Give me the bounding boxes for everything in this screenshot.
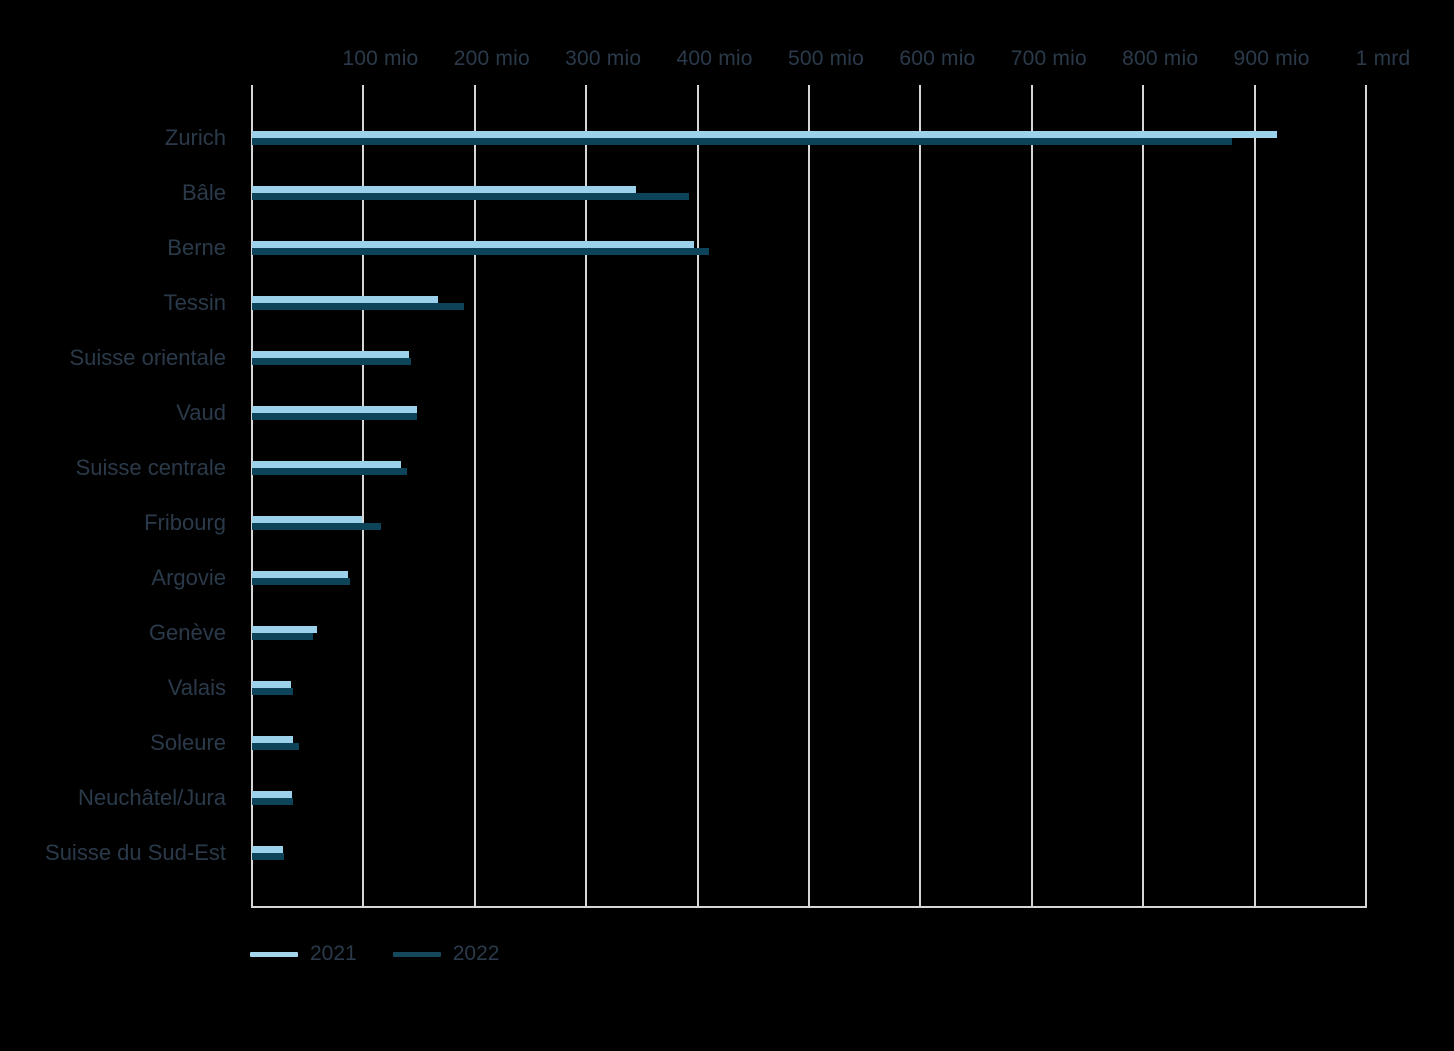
legend-swatch-2022: [393, 952, 441, 957]
bar-2022: [252, 578, 350, 585]
x-axis-tick-label: 800 mio: [1122, 47, 1199, 70]
bar-2021: [252, 351, 409, 358]
gridline: [808, 85, 810, 906]
bar-2021: [252, 461, 401, 468]
x-axis-tick-label: 700 mio: [1010, 47, 1087, 70]
chart-legend: [250, 938, 499, 970]
category-label: Valais: [167, 675, 226, 700]
bar-2022: [252, 468, 407, 475]
x-axis-tick-label: 1 mrd: [1355, 47, 1411, 70]
bar-2021: [252, 516, 362, 523]
x-axis-tick-label: 900 mio: [1233, 47, 1310, 70]
bar-2022: [252, 193, 689, 200]
bar-2022: [252, 633, 313, 640]
bar-2021: [252, 296, 438, 303]
gridline: [1254, 85, 1256, 906]
bar-2022: [252, 138, 1232, 145]
x-axis-tick-label: 600 mio: [899, 47, 976, 70]
bar-2022: [252, 303, 464, 310]
bar-2022: [252, 523, 381, 530]
category-label: Tessin: [163, 290, 226, 315]
category-label: Suisse centrale: [75, 455, 226, 480]
bar-2022: [252, 358, 411, 365]
category-label: Suisse du Sud-Est: [45, 840, 226, 865]
category-label: Zurich: [164, 125, 226, 150]
bar-2022: [252, 743, 299, 750]
bar-2021: [252, 131, 1277, 138]
x-axis-tick-label: 400 mio: [676, 47, 753, 70]
legend-item-2022: [393, 942, 500, 966]
x-axis-tick-label: 500 mio: [787, 47, 865, 70]
bar-2021: [252, 681, 291, 688]
legend-label-2021: 2021: [310, 942, 357, 965]
category-label: Berne: [167, 235, 226, 260]
bar-2021: [252, 571, 348, 578]
bar-2021: [252, 791, 292, 798]
bar-2021: [252, 736, 293, 743]
gridline: [1142, 85, 1144, 906]
x-axis-tick-label: 100 mio: [342, 47, 419, 70]
category-label: Neuchâtel/Jura: [78, 785, 226, 810]
category-label: Fribourg: [144, 510, 226, 535]
category-label: Bâle: [181, 180, 226, 205]
bar-2021: [252, 186, 636, 193]
bar-2021: [252, 846, 283, 853]
gridline: [251, 85, 253, 906]
gridline: [474, 85, 476, 906]
legend-item-2021: [250, 942, 357, 966]
gridline: [585, 85, 587, 906]
bar-2022: [252, 413, 417, 420]
x-axis-tick-label: 300 mio: [565, 47, 642, 70]
bar-2021: [252, 406, 417, 413]
bar-2022: [252, 248, 709, 255]
bar-2022: [252, 798, 293, 805]
category-label: Argovie: [151, 565, 226, 590]
category-label: Suisse orientale: [69, 345, 226, 370]
bar-2021: [252, 626, 317, 633]
legend-swatch-2021: [250, 952, 298, 957]
bar-2021: [252, 241, 694, 248]
gridline: [362, 85, 364, 906]
x-axis-baseline: [251, 906, 1367, 908]
x-axis-tick-label: 200 mio: [453, 47, 530, 70]
gridline: [1365, 85, 1367, 906]
gridline: [697, 85, 699, 906]
bar-2022: [252, 853, 284, 860]
category-label: Genève: [148, 620, 226, 645]
category-label: Soleure: [150, 730, 226, 755]
gridline: [919, 85, 921, 906]
bar-2022: [252, 688, 293, 695]
gridline: [1031, 85, 1033, 906]
legend-label-2022: 2022: [452, 942, 500, 965]
category-label: Vaud: [176, 400, 226, 425]
